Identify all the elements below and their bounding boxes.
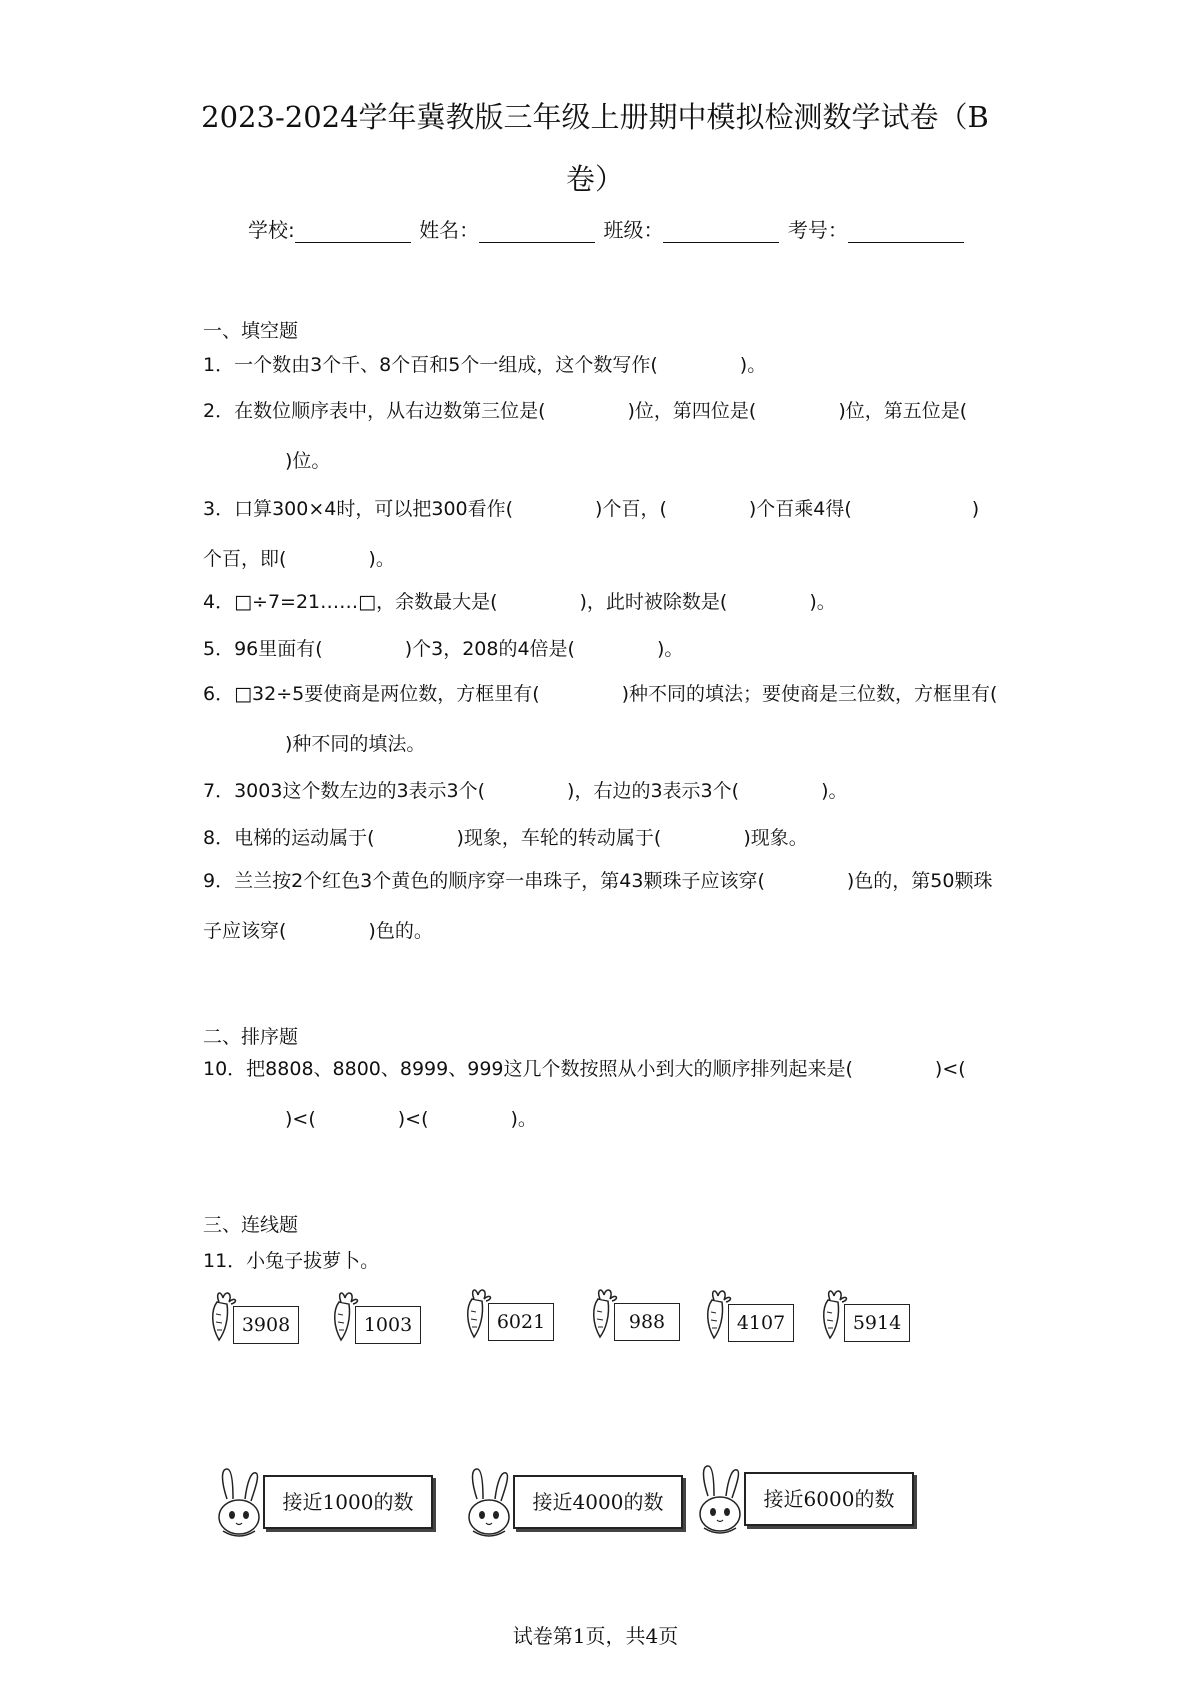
question-2 — [203, 386, 998, 486]
radish-number: 5914 — [844, 1304, 910, 1342]
page-title-continued: 卷） — [565, 162, 624, 196]
radish-number: 988 — [614, 1303, 680, 1341]
q4-text-b: )，此时被除数是( — [579, 591, 728, 613]
rabbit-label: 接近4000的数 — [513, 1475, 683, 1529]
radish-number: 4107 — [728, 1304, 794, 1342]
question-5 — [203, 634, 998, 661]
radish-card-6[interactable] — [816, 1286, 914, 1344]
page-footer: 试卷第1页，共4页 — [512, 1624, 679, 1648]
question-8 — [203, 823, 998, 850]
q10-text-a: 10．把8808、8800、8999、999这几个数按照从小到大的顺序排列起来是( — [203, 1058, 853, 1080]
question-4 — [203, 587, 998, 614]
radish-card-1[interactable] — [205, 1288, 303, 1346]
question-9 — [203, 856, 998, 956]
section-matching-heading: 三、连线题 — [203, 1214, 299, 1236]
q8-text-c: )现象。 — [743, 827, 808, 849]
rabbit-icon — [463, 1465, 515, 1547]
q10-text-c: )<( — [285, 1108, 316, 1130]
rabbit-card-3[interactable] — [694, 1462, 914, 1544]
school-label: 学校: — [248, 218, 295, 242]
q4-text-a: 4．□÷7=21……□，余数最大是( — [203, 591, 498, 613]
q5-text-c: )。 — [656, 638, 684, 660]
question-6 — [203, 669, 998, 769]
school-blank[interactable] — [295, 222, 411, 243]
exam-number-label: 考号： — [787, 218, 848, 242]
question-1 — [203, 350, 998, 377]
rabbit-icon — [694, 1462, 746, 1544]
q8-text-b: )现象，车轮的转动属于( — [456, 827, 662, 849]
q7-text-b: )，右边的3表示3个( — [567, 780, 740, 802]
q1-text-a: 1．一个数由3个千、8个百和5个一组成，这个数写作( — [203, 354, 658, 376]
radish-number: 6021 — [488, 1303, 554, 1341]
question-10 — [203, 1044, 998, 1144]
q2-text-a: 2．在数位顺序表中，从右边数第三位是( — [203, 400, 546, 422]
q5-text-a: 5．96里面有( — [203, 638, 323, 660]
name-label: 姓名： — [419, 218, 480, 242]
radish-card-5[interactable] — [700, 1286, 798, 1344]
q10-text-d: )<( — [397, 1108, 429, 1130]
page-title: 2023-2024学年冀教版三年级上册期中模拟检测数学试卷（B — [201, 100, 989, 134]
radish-number: 1003 — [355, 1306, 421, 1344]
q3-text-e: )。 — [368, 548, 395, 570]
section-fill-blank-heading: 一、填空题 — [203, 320, 299, 342]
q3-text-a: 3．口算300×4时，可以把300看作( — [203, 498, 514, 520]
q10-text-e: )。 — [510, 1108, 537, 1130]
question-3 — [203, 484, 998, 584]
radish-number: 3908 — [233, 1306, 299, 1344]
rabbit-icon — [213, 1465, 265, 1547]
exam-number-blank[interactable] — [848, 222, 964, 243]
student-info-row — [248, 214, 966, 243]
q6-text-b: )种不同的填法；要使商是三位数，方框里有( — [621, 683, 998, 705]
q7-text-c: )。 — [821, 780, 848, 802]
q9-text-b: )色的，第50颗珠子应该穿( — [203, 870, 993, 942]
rabbit-label: 接近1000的数 — [263, 1475, 433, 1529]
rabbit-card-1[interactable] — [213, 1465, 433, 1547]
q4-text-c: )。 — [809, 591, 836, 613]
q2-text-c: )位，第五位是( — [838, 400, 968, 422]
q6-text-a: 6．□32÷5要使商是两位数，方框里有( — [203, 683, 540, 705]
radish-card-3[interactable] — [460, 1285, 558, 1343]
q1-text-b: )。 — [739, 354, 767, 376]
q9-text-a: 9．兰兰按2个红色3个黄色的顺序穿一串珠子，第43颗珠子应该穿( — [203, 870, 765, 892]
class-label: 班级： — [603, 218, 664, 242]
class-blank[interactable] — [663, 222, 779, 243]
q8-text-a: 8．电梯的运动属于( — [203, 827, 375, 849]
q3-text-c: )个百乘4得( — [748, 498, 852, 520]
q6-text-c: )种不同的填法。 — [285, 733, 426, 755]
rabbit-card-2[interactable] — [463, 1465, 683, 1547]
q5-text-b: )个3，208的4倍是( — [404, 638, 575, 660]
section-sorting-heading: 二、排序题 — [203, 1026, 299, 1048]
q7-text-a: 7．3003这个数左边的3表示3个( — [203, 780, 486, 802]
q9-text-c: )色的。 — [368, 920, 433, 942]
name-blank[interactable] — [479, 222, 595, 243]
q3-text-d: )个百，即( — [203, 498, 980, 570]
q2-text-b: )位，第四位是( — [627, 400, 757, 422]
rabbit-label: 接近6000的数 — [744, 1472, 914, 1526]
radish-card-2[interactable] — [327, 1288, 425, 1346]
question-7 — [203, 776, 998, 803]
q10-text-b: )<( — [934, 1058, 966, 1080]
radish-card-4[interactable] — [586, 1285, 684, 1343]
question-11: 11．小兔子拔萝卜。 — [203, 1250, 380, 1272]
q2-text-d: )位。 — [285, 450, 331, 472]
q3-text-b: )个百，( — [595, 498, 667, 520]
